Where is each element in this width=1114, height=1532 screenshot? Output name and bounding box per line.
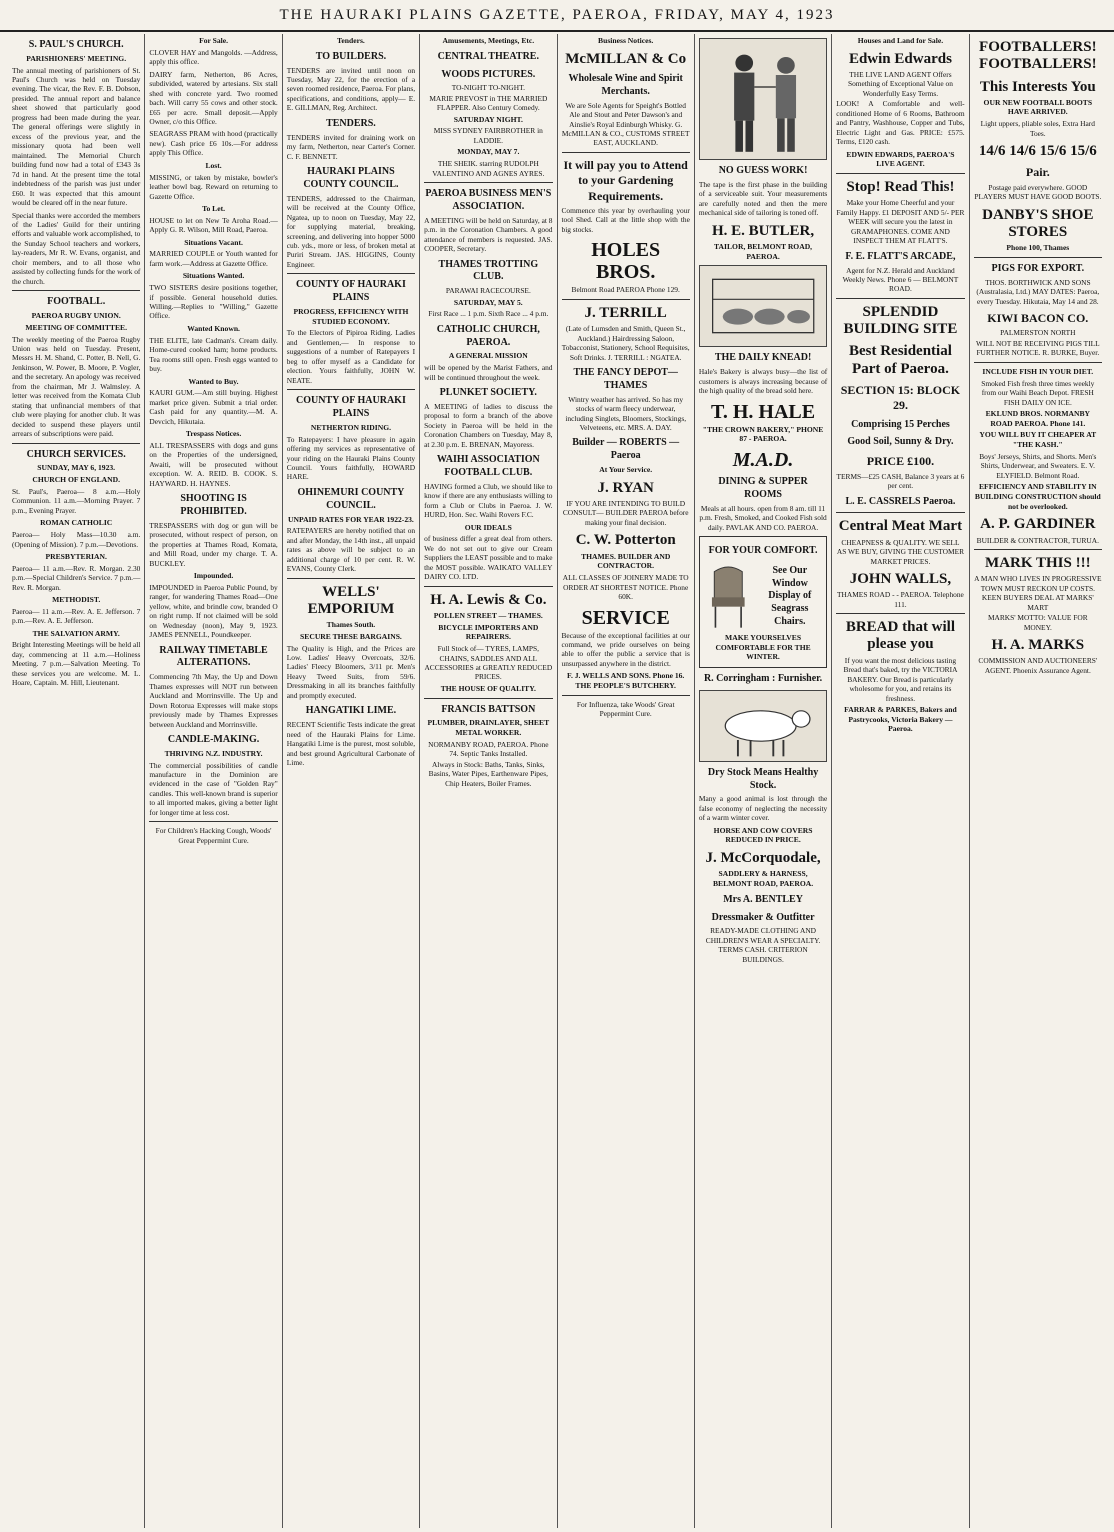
classified-ad: TRESPASSERS with dog or gun will be prosecuted, without respect of person, on the properties at Thames Road, Komata, and Mill Road, under my charge. T. A. BUCKLEY. bbox=[149, 520, 278, 568]
walls-address: THAMES ROAD - - PAEROA. Telephone 111. bbox=[837, 590, 964, 609]
stop-text: Make your Home Cheerful and your Family Happy. £1 DEPOSIT AND 5/- PER WEEK will secure you the latest in GRAMAPHONES. COME AND INSPECT THEM AT FLATT'S. bbox=[836, 198, 965, 246]
masthead: THE HAURAKI PLAINS GAZETTE, PAEROA, FRIDAY, MAY 4, 1923 bbox=[0, 0, 1114, 32]
lewis-address: POLLEN STREET — THAMES. bbox=[433, 610, 543, 620]
denomination: PRESBYTERIAN. bbox=[45, 551, 107, 561]
mcmillan-subheading: Wholesale Wine and Spirit Merchants. bbox=[568, 72, 683, 97]
holes-address: Belmont Road PAEROA Phone 129. bbox=[571, 285, 680, 295]
kiwi-heading: KIWI BACON CO. bbox=[987, 311, 1089, 326]
church-heading: S. PAUL'S CHURCH. bbox=[28, 39, 124, 50]
butler-heading: H. E. BUTLER, bbox=[712, 222, 815, 239]
mcmillan-heading: McMILLAN & Co bbox=[565, 50, 687, 67]
denomination: METHODIST. bbox=[52, 595, 101, 605]
service-times: Paeroa— 11 a.m.—Rev. A. E. Jefferson. 7 p.m.—Rev. A. E. Jefferson. bbox=[12, 606, 141, 626]
plunket-heading: PLUNKET SOCIETY. bbox=[439, 387, 537, 398]
marks-sub: COMMISSION AND AUCTIONEERS' AGENT. Phoenix Assurance Agent. bbox=[978, 656, 1098, 675]
column-2 bbox=[145, 34, 282, 1528]
column-1 bbox=[8, 34, 145, 1528]
denomination: THE SALVATION ARMY. bbox=[32, 628, 120, 638]
terrill-text: (Late of Lumsden and Smith, Queen St., Auckland.) Hairdressing Saloon, Tobacconist, Stationery, School Requisites, Soft Drinks. J. TERRILL : NGATEA. bbox=[561, 324, 690, 362]
efficiency-heading: EFFICIENCY AND STABILITY IN BUILDING CONSTRUCTION should not be overlooked. bbox=[974, 482, 1101, 511]
waihi-heading: WAIHI ASSOCIATION FOOTBALL CLUB. bbox=[436, 454, 540, 478]
article-text: The weekly meeting of the Paeroa Rugby Union was held on Tuesday. Present, Messrs H. M. Shand, C. Potter, B. Nell, G. Jenkinson, W. Power, B. Moore, P. Vogler, and the secretary. An apology was received from the chairman, Mr J. Walmsley. A letter was received from the Komata Club stating that unfinancial members of that club were playing for another club. It was decided to suspend these players until arrears of subscriptions were paid. bbox=[12, 334, 141, 439]
screening-day: SATURDAY NIGHT. bbox=[453, 114, 523, 124]
bentley-heading: Mrs A. BENTLEY bbox=[723, 893, 803, 905]
classified-ad: ALL TRESPASSERS with dogs and guns on the Properties of the undersigned, Awaiti, will be prosecuted without exception. W. A. REID. B. COOK. S. HAYWARD. H. HAYNES. bbox=[149, 440, 278, 488]
service-text: Because of the exceptional facilities at our command, we pride ourselves on being able to offer the public a service that is unsurpassed anywhere in the district. bbox=[561, 630, 690, 668]
council-heading: HAURAKI PLAINS COUNTY COUNCIL. bbox=[303, 166, 399, 190]
site-price: PRICE £100. bbox=[866, 454, 935, 469]
tailor-illustration bbox=[699, 38, 827, 160]
corringham-heading: R. Corringham : Furnisher. bbox=[703, 672, 823, 684]
theatre-heading: CENTRAL THEATRE. bbox=[437, 50, 539, 62]
race-times: First Race ... 1 p.m. Sixth Race ... 4 p.m. bbox=[428, 309, 549, 319]
window-display: See Our Window Display of Seagrass Chairs. bbox=[768, 564, 812, 627]
dining-text: Meals at all hours. open from 8 am. till 11 p.m. Fresh, Smoked, and Cooked Fish sold daily. PAVLAK AND CO. PAEROA. bbox=[699, 503, 827, 532]
motto: MARKS' MOTTO: VALUE FOR MONEY. bbox=[987, 613, 1088, 632]
tender-text: TENDERS, addressed to the Chairman, will be received at the County Office, Ngatea, up to noon on Tuesday, May 22, for supplying material, breaking, screening, and delivering into hopper 5000 cub. yds., more or less, of broken metal at Puriri Stream. JAS. HIGGINS, County Engineer. bbox=[286, 193, 416, 269]
racecourse: PARAWAI RACECOURSE. bbox=[445, 286, 531, 296]
section-label: Wanted to Buy. bbox=[188, 376, 239, 386]
boot-prices: 14/6 14/6 15/6 15/6 bbox=[978, 143, 1097, 160]
bakery-illustration bbox=[699, 265, 827, 347]
drystock-text: Many a good animal is lost through the false economy of neglecting the necessity of a warm winter cover. bbox=[698, 794, 828, 823]
danby-heading: DANBY'S SHOE STORES bbox=[982, 206, 1094, 240]
boots-text: Light uppers, pliable soles, Extra Hard Toes. bbox=[980, 119, 1095, 138]
footer-ad: For Influenza, take Woods' Great Peppermint Cure. bbox=[576, 699, 675, 719]
section-label: Situations Wanted. bbox=[182, 271, 245, 281]
pigs-heading: PIGS FOR EXPORT. bbox=[991, 262, 1085, 274]
tender-text: TENDERS are invited until noon on Tuesday, May 22, for the erection of a seven roomed residence, Paeroa. For plans, specifications, and conditions, apply— E. E. GILLMAN, Reg. Architect. bbox=[286, 65, 416, 113]
tender-heading: TO BUILDERS. bbox=[315, 50, 387, 62]
potterton-subheading: THAMES. BUILDER AND CONTRACTOR. bbox=[581, 551, 671, 571]
classified-ad: KAURI GUM.—Am still buying. Highest market price given. Submit a trial order. Cash paid for any quantity.—M. A. Devcich, Hikutaia. bbox=[149, 388, 278, 426]
article-text: Commencing 7th May, the Up and Down Thames expresses will NOT run between Auckland and Morrinsville. The Up and Down Rotorua Expresses will make stops previously made by Thames Expresses between Auckland and Morrinsville. bbox=[149, 672, 278, 729]
soil: Good Soil, Sunny & Dry. bbox=[847, 436, 954, 448]
perches: Comprising 15 Perches bbox=[851, 418, 950, 430]
classified-ad: CLOVER HAY and Mangolds. —Address, apply this office. bbox=[149, 47, 278, 67]
woods-heading: WOODS PICTURES. bbox=[441, 68, 536, 80]
roberts-heading: Builder — ROBERTS — Paeroa bbox=[572, 437, 680, 462]
classified-ad: THE ELITE, late Cadman's. Cream daily. Home-cured cooked ham; home products. Tea rooms still open. Fresh eggs wanted to buy. bbox=[149, 335, 278, 374]
ryan-heading: J. RYAN bbox=[597, 479, 654, 496]
cow-illustration bbox=[699, 690, 827, 762]
column-8 bbox=[970, 34, 1106, 1528]
mcmillan-text: We are Sole Agents for Speight's Bottled Ale and Stout and Peter Dawson's and Ainslie's Royal Edinburgh Whisky. G. McMILLAN & CO., CUSTOMS STREET EAST, AUCKLAND. bbox=[561, 100, 690, 148]
candle-subheading: THRIVING N.Z. INDUSTRY. bbox=[164, 748, 263, 758]
column-5 bbox=[558, 34, 695, 1528]
classified-ad: MARRIED COUPLE or Youth wanted for farm work.—Address at Gazette Office. bbox=[149, 249, 278, 268]
postage: Postage paid everywhere. GOOD PLAYERS MUST HAVE GOOD BOOTS. bbox=[974, 182, 1102, 202]
covers-heading: HORSE AND COW COVERS REDUCED IN PRICE. bbox=[713, 825, 813, 845]
column-4 bbox=[420, 34, 557, 1528]
flatt-heading: F. E. FLATT'S ARCADE, bbox=[845, 250, 956, 262]
denomination: CHURCH OF ENGLAND. bbox=[32, 475, 121, 485]
services-date: SUNDAY, MAY 6, 1923. bbox=[37, 463, 116, 473]
waihi-text: HAVING formed a Club, we should like to know if there are any enthusiasts willing to form a Club or Clubs in Paeroa. J. W. HURD, Hon. Sec. Waihi Rovers F.C. bbox=[424, 481, 553, 520]
footer-ad: For Children's Hacking Cough, Woods' Great Peppermint Cure. bbox=[155, 826, 272, 845]
column-6 bbox=[695, 34, 832, 1528]
tender-heading: TENDERS. bbox=[326, 117, 376, 129]
battson-heading: FRANCIS BATTSON bbox=[441, 703, 536, 715]
section-number: SECTION 15: BLOCK 29. bbox=[840, 382, 961, 413]
garden-heading: It will pay you to Attend to your Gardening Requirements. bbox=[563, 157, 688, 203]
battson-trades: PLUMBER, DRAINLAYER, SHEET METAL WORKER. bbox=[427, 718, 550, 738]
catholic-heading: CATHOLIC CHURCH, PAEROA. bbox=[436, 323, 540, 348]
walls-heading: JOHN WALLS, bbox=[849, 571, 952, 588]
section-label: For Sale. bbox=[199, 36, 229, 45]
section-label: Situations Vacant. bbox=[184, 237, 243, 247]
lime-text: RECENT Scientific Tests indicate the great need of the Hauraki Plains for Lime. Hangatiki Lime is the purest, most soluble, and best ground Agricultural Carbonate of Lime. bbox=[286, 720, 416, 767]
section-label: Wanted Known. bbox=[187, 323, 240, 333]
classified-ad: HOUSE to let on New Te Aroha Road.—Apply G. R. Wilson, Mill Road, Paeroa. bbox=[149, 215, 278, 235]
trotting-heading: THAMES TROTTING CLUB. bbox=[438, 258, 539, 283]
council-heading: OHINEMURI COUNTY COUNCIL. bbox=[297, 486, 405, 511]
section-label: To Let. bbox=[202, 204, 226, 213]
dining-heading: DINING & SUPPER ROOMS bbox=[718, 476, 808, 500]
election-text: To the Electors of Pipiroa Riding. Ladies and Gentlemen,— In response to suggestions of a number of Ratepayers I beg to offer myself as a Candidate for election. Yours faithfully, JOHN W. NEATE. bbox=[286, 328, 416, 385]
section-label: Amusements, Meetings, Etc. bbox=[442, 36, 535, 45]
mission-text: will be opened by the Marist Fathers, and will be continued throughout the week. bbox=[424, 363, 553, 382]
feature-film: MARIE PREVOST in THE MARRIED FLAPPER. Also Century Comedy. bbox=[429, 93, 548, 113]
baths-text: Always in Stock: Baths, Tanks, Sinks, Basins, Water Pipes, Earthenware Pipes, Chip Heaters, Boiler Frames. bbox=[428, 759, 548, 788]
candle-heading: CANDLE-MAKING. bbox=[167, 734, 260, 746]
bicycle-text: Full Stock of— TYRES, LAMPS, CHAINS, SADDLES AND ALL ACCESSORIES at GREATLY REDUCED PRICES. bbox=[424, 644, 553, 682]
tender-text: TENDERS invited for draining work on my farm, Netherton, near Carter's Corner. C. F. BENNETT. bbox=[286, 132, 416, 161]
footballers-heading: FOOTBALLERS! FOOTBALLERS! bbox=[979, 39, 1097, 73]
classified-ad: MISSING, or taken by mistake, bowler's leather bowl bag. Reward on returning to Gazette Office. bbox=[149, 172, 278, 201]
article-text: The annual meeting of parishioners of St. Paul's Church was held on Tuesday evening. The vicar, the Rev. F. B. Dobson, presided. The annual report and balance sheet showed that particularly good progress had been made during the year. The general offerings were slightly in excess of the previous year, and the missionary quota had been well maintained. The Memorial Church building fund now had a total of £343 3s 7d in hand. At the present time the total indebtedness of the parish was just under £60. It was expected that this amount would be cleared off in the near future. bbox=[12, 65, 141, 208]
classified-ad: SEAGRASS PRAM with hood (practically new). Cash price £6 10s.—For address apply This Office. bbox=[149, 129, 278, 158]
comfort-ad bbox=[699, 536, 827, 668]
comfortable-line: MAKE YOURSELVES COMFORTABLE FOR THE WINTER. bbox=[715, 632, 811, 662]
bread-heading: BREAD that will please you bbox=[845, 619, 956, 653]
section-label: Tenders. bbox=[337, 36, 365, 45]
feature-film: THE SHEIK. starring RUDOLPH VALENTINO AND AGNES AYRES. bbox=[432, 159, 545, 178]
column-3 bbox=[283, 34, 420, 1528]
gardiner-heading: A. P. GARDINER bbox=[980, 516, 1096, 533]
hale-heading: T. H. HALE bbox=[711, 400, 816, 423]
rugby-subheading: PAEROA RUGBY UNION. bbox=[31, 311, 121, 321]
tonight: TO-NIGHT TO-NIGHT. bbox=[451, 83, 525, 93]
denomination: ROMAN CATHOLIC bbox=[40, 518, 113, 528]
section-label: Trespass Notices. bbox=[185, 429, 242, 439]
rates-text: RATEPAYERS are hereby notified that on and after Monday, the 14th inst., all unpaid rates as above will be subject to an additional charge of 10 per cent. R. W. EVANS, County Clerk. bbox=[286, 526, 416, 574]
article-text: Special thanks were accorded the members of the Ladies' Guild for their untiring efforts and valuable work accomplished, to the Sunday School teachers and workers, lay-readers, Mr R. W. Evans, organist, and choir members, and to all those who assisted by collecting funds for the work of the church. bbox=[12, 210, 141, 286]
mad-logo: M.A.D. bbox=[732, 449, 794, 471]
knead-heading: THE DAILY KNEAD! bbox=[714, 352, 812, 364]
wells-heading: WELLS' EMPORIUM bbox=[307, 583, 395, 617]
knead-text: Hale's Bakery is always busy—the list of customers is always increasing because of the high quality of the bread sold here. bbox=[698, 367, 828, 396]
wells-subheading: Thames South. bbox=[326, 620, 376, 630]
mccorquodale-heading: J. McCorquodale, bbox=[705, 850, 821, 867]
service-times: Paeroa— Holy Mass—10.30 a.m. (Opening of Mission). 7 p.m.—Devotions. bbox=[12, 530, 141, 549]
pigs-text: THOS. BORTHWICK AND SONS (Australasia, Ltd.) MAY DATES: Paeroa, every Tuesday. Hikutaia, May 14 and 28. bbox=[976, 277, 1100, 306]
kash-heading: YOU WILL BUY IT CHEAPER AT "THE KASH." bbox=[979, 430, 1097, 450]
lewis-heading: H. A. Lewis & Co. bbox=[430, 591, 547, 608]
column-7 bbox=[832, 34, 969, 1528]
feature-film: MISS SYDNEY FAIRBROTHER in LADDIE. bbox=[433, 126, 543, 145]
race-date: SATURDAY, MAY 5. bbox=[453, 297, 523, 307]
roberts-subheading: At Your Service. bbox=[599, 465, 653, 475]
fancy-heading: THE FANCY DEPOT—THAMES bbox=[573, 366, 678, 391]
noguess-text: The tape is the first phase in the building of a serviceable suit. Your measurements are carefully noted and then the mere mechanical side of tailoring is toned off. bbox=[698, 179, 828, 218]
mark-heading: MARK THIS !!! bbox=[985, 555, 1091, 572]
mccorquodale-address: SADDLERY & HARNESS, BELMONT ROAD, PAEROA. bbox=[712, 869, 814, 889]
cassrels: L. E. CASSRELS Paeroa. bbox=[845, 495, 956, 507]
section-label: Impounded. bbox=[193, 571, 234, 581]
butchery: F. J. WELLS AND SONS. Phone 16. THE PEOPLE'S BUTCHERY. bbox=[567, 671, 685, 691]
bicycle-heading: BICYCLE IMPORTERS AND REPAIRERS. bbox=[438, 622, 539, 642]
service-times: Paeroa— 11 a.m.—Rev. R. Morgan. 2.30 p.m.—Special Children's Service. 7 p.m.—Rev. R. Morgan. bbox=[12, 563, 141, 592]
meeting-subheading: PARISHIONERS' MEETING. bbox=[26, 53, 127, 63]
farrar: FARRAR & PARKES, Bakers and Pastrycooks, Victoria Bakery — Paeroa. bbox=[844, 705, 957, 734]
edwards-heading: Edwin Edwards bbox=[848, 50, 952, 67]
look-text: LOOK! A Comfortable and well-conditioned Home of 6 Rooms, Bathroom and Pantry, Washhouse, Copper and Tubs, Electric Light and Gas. PRICE: £575. Terms, £120 cash. bbox=[836, 99, 965, 147]
county-subheading: PROGRESS, EFFICIENCY WITH STUDIED ECONOMY. bbox=[293, 307, 409, 326]
committee-subheading: MEETING OF COMMITTEE. bbox=[25, 322, 127, 332]
kash-text: Boys' Jerseys, Shirts, and Shorts. Men's Shirts, Underwear, and Sweaters. E. V. ELYFIELD. Belmont Road. bbox=[979, 451, 1097, 480]
terrill-heading: J. TERRILL bbox=[584, 304, 667, 321]
flatt-address: Agent for N.Z. Herald and Auckland Weekly News. Phone 6 — BELMONT ROAD. bbox=[842, 265, 959, 294]
service-heading: SERVICE bbox=[581, 606, 670, 629]
best-heading: Best Residential Part of Paeroa. bbox=[848, 343, 952, 377]
service-times: St. Paul's, Paeroa— 8 a.m.—Holy Communion. 11 a.m.—Morning Prayer. 7 p.m., Evening Prayer. bbox=[12, 486, 141, 515]
bread-text: If you want the most delicious tasting Bread that's baked, try the VICTORIA BAKERY. Our Bread is particularly wholesome for you, and retains its freshness. bbox=[843, 655, 958, 703]
mission-heading: A GENERAL MISSION bbox=[448, 351, 528, 361]
shooting-heading: SHOOTING IS PROHIBITED. bbox=[180, 493, 247, 517]
kiwi-location: PALMERSTON NORTH bbox=[1000, 328, 1076, 338]
danby-phone: Phone 100, Thames bbox=[1006, 243, 1070, 253]
football-heading: FOOTBALL. bbox=[47, 296, 106, 308]
bentley-subheading: Dressmaker & Outfitter bbox=[711, 911, 815, 923]
chair-illustration bbox=[703, 560, 754, 630]
service-times: Bright Interesting Meetings will be held all day, commencing at 11 a.m.—Holiness Meeting. 7 p.m.—Salvation Meeting. To these services you are welcome. M. L. Hoare, Captain. M. Hill, Lieutenant. bbox=[12, 640, 141, 688]
railway-heading: RAILWAY TIMETABLE ALTERATIONS. bbox=[159, 644, 268, 669]
fancy-text: Wintry weather has arrived. So has my stocks of warm fleecy underwear, including Singlets, Bloomers, Stockings, Velveteens, etc. MRS. A. DAY. bbox=[565, 394, 687, 432]
article-text: The commercial possibilities of candle manufacture in the Dominion are evidenced in the case of "Golden Ray" candles. This well-known brand is superior to all imported makes, giving a better light for longer time at less cost. bbox=[149, 760, 278, 817]
classified-ad: TWO SISTERS desire positions together, if possible. General household duties. Willing.—Replies to "Willing," Gazette Office. bbox=[149, 283, 278, 321]
classified-ad: DAIRY farm, Netherton, 86 Acres, subdivided, watered by artesians. Six stall shed with concrete yard. Two roomed bach. Will carry 55 cows and other stock. £65 per acre. Small deposit.—Apply Owner, c/o this Office. bbox=[149, 69, 278, 126]
garden-text: Commence this year by overhauling your tool Shed. Call at the little shop with the big stocks. bbox=[561, 205, 690, 234]
association-heading: PAEROA BUSINESS MEN'S ASSOCIATION. bbox=[425, 188, 552, 212]
bargains-heading: SECURE THESE BARGAINS. bbox=[300, 631, 402, 641]
ryan-text: IF YOU ARE INTENDING TO BUILD CONSULT— BUILDER PAEROA before making your final decision. bbox=[562, 499, 689, 527]
drystock-heading: Dry Stock Means Healthy Stock. bbox=[707, 766, 819, 791]
fish-heading: INCLUDE FISH IN YOUR DIET. bbox=[982, 366, 1094, 376]
quality-line: THE HOUSE OF QUALITY. bbox=[440, 683, 536, 693]
section-label: Business Notices. bbox=[598, 36, 654, 45]
screening-day: MONDAY, MAY 7. bbox=[457, 147, 520, 157]
edwards-agent: EDWIN EDWARDS, PAEROA'S LIVE AGENT. bbox=[846, 149, 955, 169]
mark-text: A MAN WHO LIVES IN PROGRESSIVE TOWN MUST RECKON UP COSTS. KEEN BUYERS DEAL AT MARKS' MART bbox=[974, 574, 1102, 612]
battson-address: NORMANBY ROAD, PAEROA. Phone 74. Septic Tanks Installed. bbox=[428, 739, 549, 759]
interests-heading: This Interests You bbox=[979, 78, 1096, 95]
holes-heading: HOLES BROS. bbox=[591, 239, 661, 284]
services-heading: CHURCH SERVICES. bbox=[26, 448, 126, 460]
lime-heading: HANGATIKI LIME. bbox=[305, 705, 397, 717]
meeting-text: A MEETING will be held on Saturday, at 8 p.m. in the Coronation Chambers. A good attendance of members is requested. JAS. COOPER, Secretary. bbox=[424, 215, 553, 254]
gardiner-sub: BUILDER & CONTRACTOR, TURUA. bbox=[976, 535, 1099, 545]
riding-subheading: NETHERTON RIDING. bbox=[310, 422, 392, 432]
section-label: Lost. bbox=[205, 160, 222, 170]
meat-heading: Central Meat Mart bbox=[838, 518, 963, 535]
ideals-text: of business differ a great deal from others. We do not set out to give our Cream Suppliers the LEAST possible and to make the MOST possible. WAIKATO VALLEY DAIRY CO. LTD. bbox=[424, 534, 553, 582]
marks-heading: H. A. MARKS bbox=[991, 637, 1085, 654]
bargains-text: The Quality is High, and the Prices are Low. Ladies' Heavy Overcoats, 32/6. Ladies' Fleecy Bloomers, 3/11 pr. Men's Heavy Tweed Suits, from 59/6. Dressmaking in all its branches faithfully and promptly executed. bbox=[286, 643, 416, 700]
edwards-text: THE LIVE LAND AGENT Offers Something of Exceptional Value on Wonderfully Easy Terms. bbox=[847, 69, 953, 98]
election-text: To Ratepayers: I have pleasure in again offering my services as representative of your riding on the Hauraki Plains County Council. Yours faithfully, HOWARD HARE. bbox=[286, 434, 416, 482]
butler-address: TAILOR, BELMONT ROAD, PAEROA. bbox=[714, 241, 813, 261]
hale-address: "THE CROWN BAKERY," PHONE 87 - PAEROA. bbox=[702, 424, 824, 444]
newspaper-page bbox=[8, 34, 1106, 1528]
kiwi-text: WILL NOT BE RECEIVING PIGS TILL FURTHER NOTICE. R. BURKE, Buyer. bbox=[975, 338, 1100, 358]
noguess-heading: NO GUESS WORK! bbox=[718, 165, 808, 176]
fish-text: Smoked Fish fresh three times weekly from our Waihi Beach Depot. FRESH FISH DAILY ON ICE. bbox=[981, 378, 1095, 407]
bentley-text: READY-MADE CLOTHING AND CHILDREN'S WEAR A SPECIALTY. TERMS CASH. CRITERION BUILDINGS. bbox=[705, 926, 821, 964]
county-heading: COUNTY OF HAURAKI PLAINS bbox=[296, 279, 406, 304]
boots-heading: OUR NEW FOOTBALL BOOTS HAVE ARRIVED. bbox=[983, 97, 1093, 117]
ideals-heading: OUR IDEALS bbox=[464, 522, 512, 532]
plunket-text: A MEETING of ladies to discuss the proposal to form a branch of the above Society in Paeroa will be held in the Coronation Chambers on Tuesday, May 8, at 2.30 p.m. E. BRENAN, Mayoress. bbox=[424, 401, 553, 449]
potterton-heading: C. W. Potterton bbox=[575, 532, 676, 549]
pair-label: Pair. bbox=[1025, 165, 1050, 180]
comfort-heading: FOR YOUR COMFORT. bbox=[708, 545, 818, 556]
potterton-text: ALL CLASSES OF JOINERY MADE TO ORDER AT SHORTEST NOTICE. Phone 60K. bbox=[562, 573, 689, 602]
price-terms: TERMS—£25 CASH, Balance 3 years at 6 per cent. bbox=[836, 471, 965, 491]
section-label: Houses and Land for Sale. bbox=[857, 36, 944, 45]
eklund: EKLUND BROS. NORMANBY ROAD PAEROA. Phone 141. bbox=[985, 408, 1091, 428]
stop-heading: Stop! Read This! bbox=[846, 179, 955, 196]
splendid-heading: SPLENDID BUILDING SITE bbox=[843, 303, 958, 338]
county-heading: COUNTY OF HAURAKI PLAINS bbox=[296, 395, 406, 420]
rates-subheading: UNPAID RATES FOR YEAR 1922-23. bbox=[288, 514, 414, 524]
classified-ad: IMPOUNDED in Paeroa Public Pound, by ranger, for wandering Thames Road—One yellow, white, and brindle cow, branded O on right rump. If not claimed will be sold on Wednesday (noon), May 9, 1923. JAMES PENNELL, Poundkeeper. bbox=[149, 582, 278, 640]
meat-text: CHEAPNESS & QUALITY. WE SELL AS WE BUY, GIVING THE CUSTOMER MARKET PRICES. bbox=[836, 537, 965, 566]
